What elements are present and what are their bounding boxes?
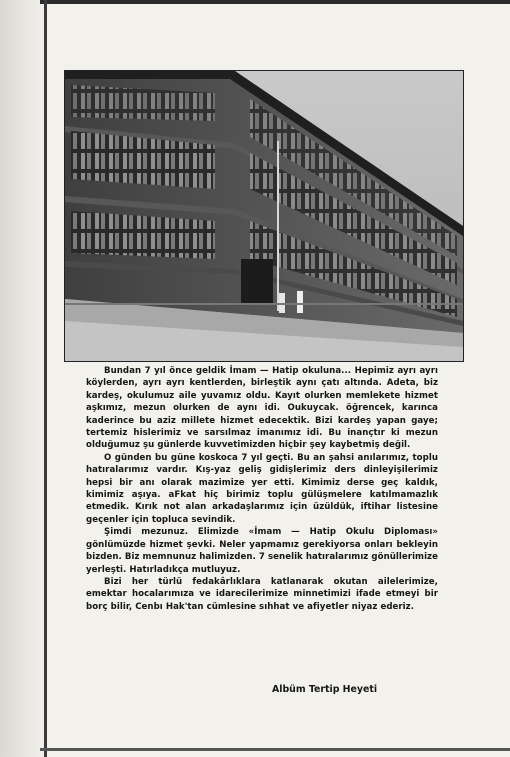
page-shadow: [0, 0, 48, 757]
page-edge-top: [40, 0, 510, 4]
paragraph: Şimdi mezunuz. Elimizde «İmam — Hatip Okulu Diploması» gönlümüzde hizmet şevki. Neler yapmamız gerekiyorsa onları bekleyin bizden. Biz memnunuz halimizden. 7 senelik hatıralarımız gönüllerimize yerleşti. Hatırladıkça mutluyuz.: [86, 527, 438, 575]
page-edge-bottom: [40, 748, 510, 751]
page-edge-left: [44, 0, 47, 757]
paragraph: Bundan 7 yıl önce geldik İmam — Hatip okuluna... Hepimiz ayrı ayrı köylerden, ayrı ayrı kentlerden, birleştik aynı çatı altında. Adeta, biz kardeş, okulumuz aile yuvamız oldu. Kayıt olurken memlekete hizmet aşkımız, mezun olurken de aynı idi. Oukuycak. öğrencek, karınca kaderince bu aziz millete hizmet edecektik. Bizi kardeş yapan gaye; tertemiz hislerimiz ve sarsılmaz imanımız idi. Bu inançtır ki mezun olduğumuz şu günlerde kuvvetimizden hiçbir şey kaybetmiş değil.: [86, 366, 438, 451]
signature: Albüm Tertip Heyeti: [272, 684, 378, 695]
paragraph: Bizi her türlü fedakârlıklara katlanarak okutan ailelerimize, emektar hocalarımıza ve idarecilerimize minnetimizi ifade etmeyi bir borç bilir, Cenbı Hak'tan cümlesine sıhhat ve afiyetler niyaz ederiz.: [86, 576, 438, 612]
article-text: [86, 365, 438, 613]
paragraph: O günden bu güne koskoca 7 yıl geçti. Bu an şahsi anılarımız, toplu hatıralarımız vardır. Kış-yaz geliş gidişlerimiz ders dinleyişilerimiz hepsi bir anı olarak mazimize yer etti. Kimimiz derse geç kaldık, kimimiz aşıya. aFkat hiç birimiz toplu gülüşmelere katılmamazlık etmedik. Kırık not alan arkadaşlarımız için üzüldük, iftihar listesine geçenler için topluca sevindik.: [86, 452, 438, 525]
school-building-photo: [64, 70, 464, 362]
